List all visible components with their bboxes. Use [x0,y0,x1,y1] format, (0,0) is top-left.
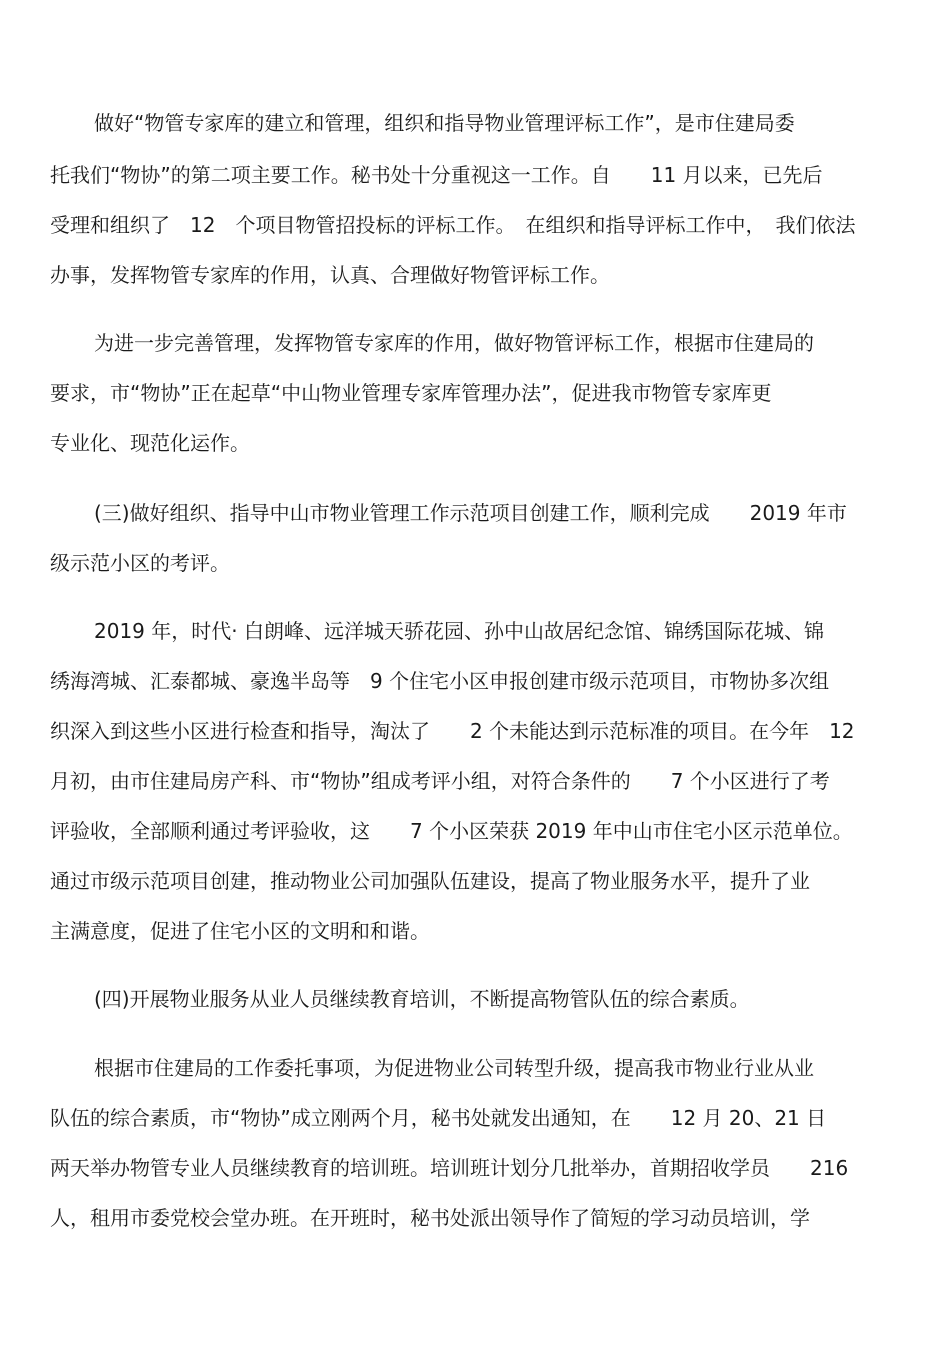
paragraph-6-line-2: 队伍的综合素质，市“物协”成立刚两个月，秘书处就发出通知，在 12 月 20、21 日 [50,1106,827,1130]
paragraph-2-line-2: 要求，市“物协”正在起草“中山物业管理专家库管理办法”，促进我市物管专家库更 [50,381,772,405]
paragraph-4-line-3: 织深入到这些小区进行检查和指导，淘汰了 2 个未能达到示范标准的项目。在今年 12 [50,719,855,743]
paragraph-2-line-1: 为进一步完善管理，发挥物管专家库的作用，做好物管评标工作，根据市住建局的 [94,331,814,355]
paragraph-4-line-5: 评验收，全部顺利通过考评验收，这 7 个小区荣获 2019 年中山市住宅小区示范单位。 [50,819,853,843]
paragraph-1-line-2: 托我们“物协”的第二项主要工作。秘书处十分重视这一工作。自 11 月以来，已先后 [50,163,823,187]
paragraph-1-line-3: 受理和组织了 12 个项目物管招投标的评标工作。 在组织和指导评标工作中， 我们依法 [50,213,856,237]
paragraph-1-line-1: 做好“物管专家库的建立和管理，组织和指导物业管理评标工作”，是市住建局委 [94,111,795,135]
paragraph-6-line-3: 两天举办物管专业人员继续教育的培训班。培训班计划分几批举办，首期招收学员 216 [50,1156,849,1180]
paragraph-6-line-1: 根据市住建局的工作委托事项，为促进物业公司转型升级，提高我市物业行业从业 [94,1056,814,1080]
paragraph-6-line-4: 人，租用市委党校会堂办班。在开班时，秘书处派出领导作了简短的学习动员培训，学 [50,1206,810,1230]
paragraph-3-line-2: 级示范小区的考评。 [50,551,230,575]
paragraph-1-line-4: 办事，发挥物管专家库的作用，认真、合理做好物管评标工作。 [50,263,610,287]
paragraph-3-line-1: (三)做好组织、指导中山市物业管理工作示范项目创建工作，顺利完成 2019 年市 [94,501,847,525]
paragraph-4-line-2: 绣海湾城、汇泰都城、豪逸半岛等 9 个住宅小区申报创建市级示范项目，市物协多次组 [50,669,830,693]
paragraph-4-line-4: 月初，由市住建局房产科、市“物协”组成考评小组，对符合条件的 7 个小区进行了考 [50,769,830,793]
paragraph-4-line-1: 2019 年，时代· 白朗峰、远洋城天骄花园、孙中山故居纪念馆、锦绣国际花城、锦 [94,619,824,643]
paragraph-4-line-7: 主满意度，促进了住宅小区的文明和和谐。 [50,919,430,943]
paragraph-2-line-3: 专业化、现范化运作。 [50,431,250,455]
paragraph-5-line-1: (四)开展物业服务从业人员继续教育培训，不断提高物管队伍的综合素质。 [94,987,750,1011]
paragraph-4-line-6: 通过市级示范项目创建，推动物业公司加强队伍建设，提高了物业服务水平，提升了业 [50,869,810,893]
